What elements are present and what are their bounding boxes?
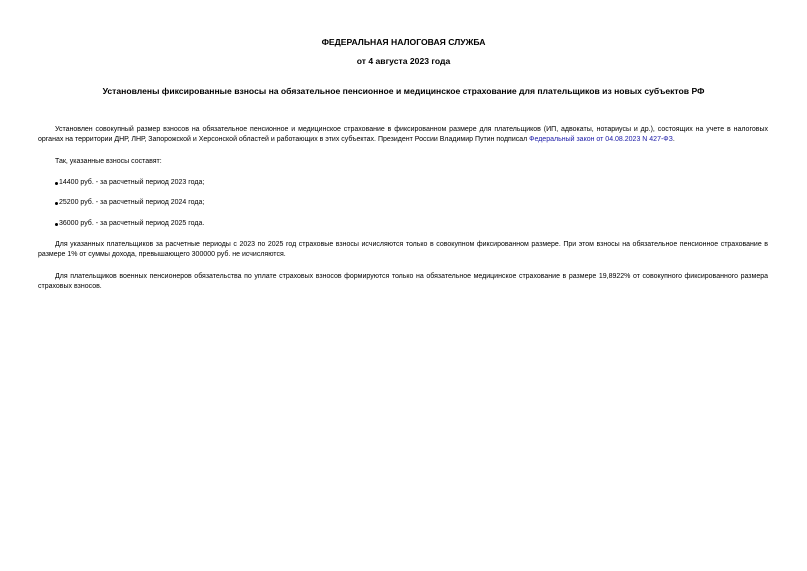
- bullet-icon: [55, 202, 58, 205]
- list-item: [55, 178, 204, 188]
- paragraph-calculation-rules: Для указанных плательщиков за расчетные периоды с 2023 по 2025 год страховые взносы исчисляются только в совокупном фиксированном размере. При этом взносы на обязательное пенсионное страхование в размере 1% от суммы дохода, превышающего 300000 руб. не исчисляются.: [38, 241, 768, 258]
- paragraph-intro: [38, 125, 768, 145]
- bullet-icon: [55, 223, 58, 226]
- list-item: [55, 198, 204, 208]
- paragraph-intro-end: .: [672, 136, 675, 143]
- paragraph-military-pensioners: Для плательщиков военных пенсионеров обязательства по уплате страховых взносов формируются только на обязательное медицинское страхование в размере 19,8922% от совокупного фиксированного размера страховых взносов.: [38, 273, 768, 290]
- federal-law-link[interactable]: Федеральный закон от 04.08.2023 N 427-ФЗ: [529, 136, 673, 143]
- document-headline: Установлены фиксированные взносы на обязательное пенсионное и медицинское страхование для плательщиков из новых субъектов РФ: [102, 86, 705, 96]
- list-item-text: 36000 руб. - за расчетный период 2025 года.: [59, 220, 205, 227]
- agency-name: ФЕДЕРАЛЬНАЯ НАЛОГОВАЯ СЛУЖБА: [321, 37, 486, 47]
- paragraph-intro-text: Установлен совокупный размер взносов на обязательное пенсионное и медицинское страхование в фиксированном размере для плательщиков (ИП, адвокаты, нотариусы и др.), состоящих на учете в налоговых органах на территории ДНР, ЛНР, Запорожской и Херсонской областей и работающих в этих субъектах. Президент России Владимир Путин подписал: [38, 126, 768, 143]
- list-item: [55, 219, 204, 229]
- bullet-icon: [55, 182, 58, 185]
- list-item-text: 14400 руб. - за расчетный период 2023 года;: [59, 179, 205, 186]
- document-date: от 4 августа 2023 года: [356, 56, 451, 66]
- list-item-text: 25200 руб. - за расчетный период 2024 года;: [59, 199, 205, 206]
- paragraph-contributions-lead: Так, указанные взносы составят:: [55, 158, 162, 165]
